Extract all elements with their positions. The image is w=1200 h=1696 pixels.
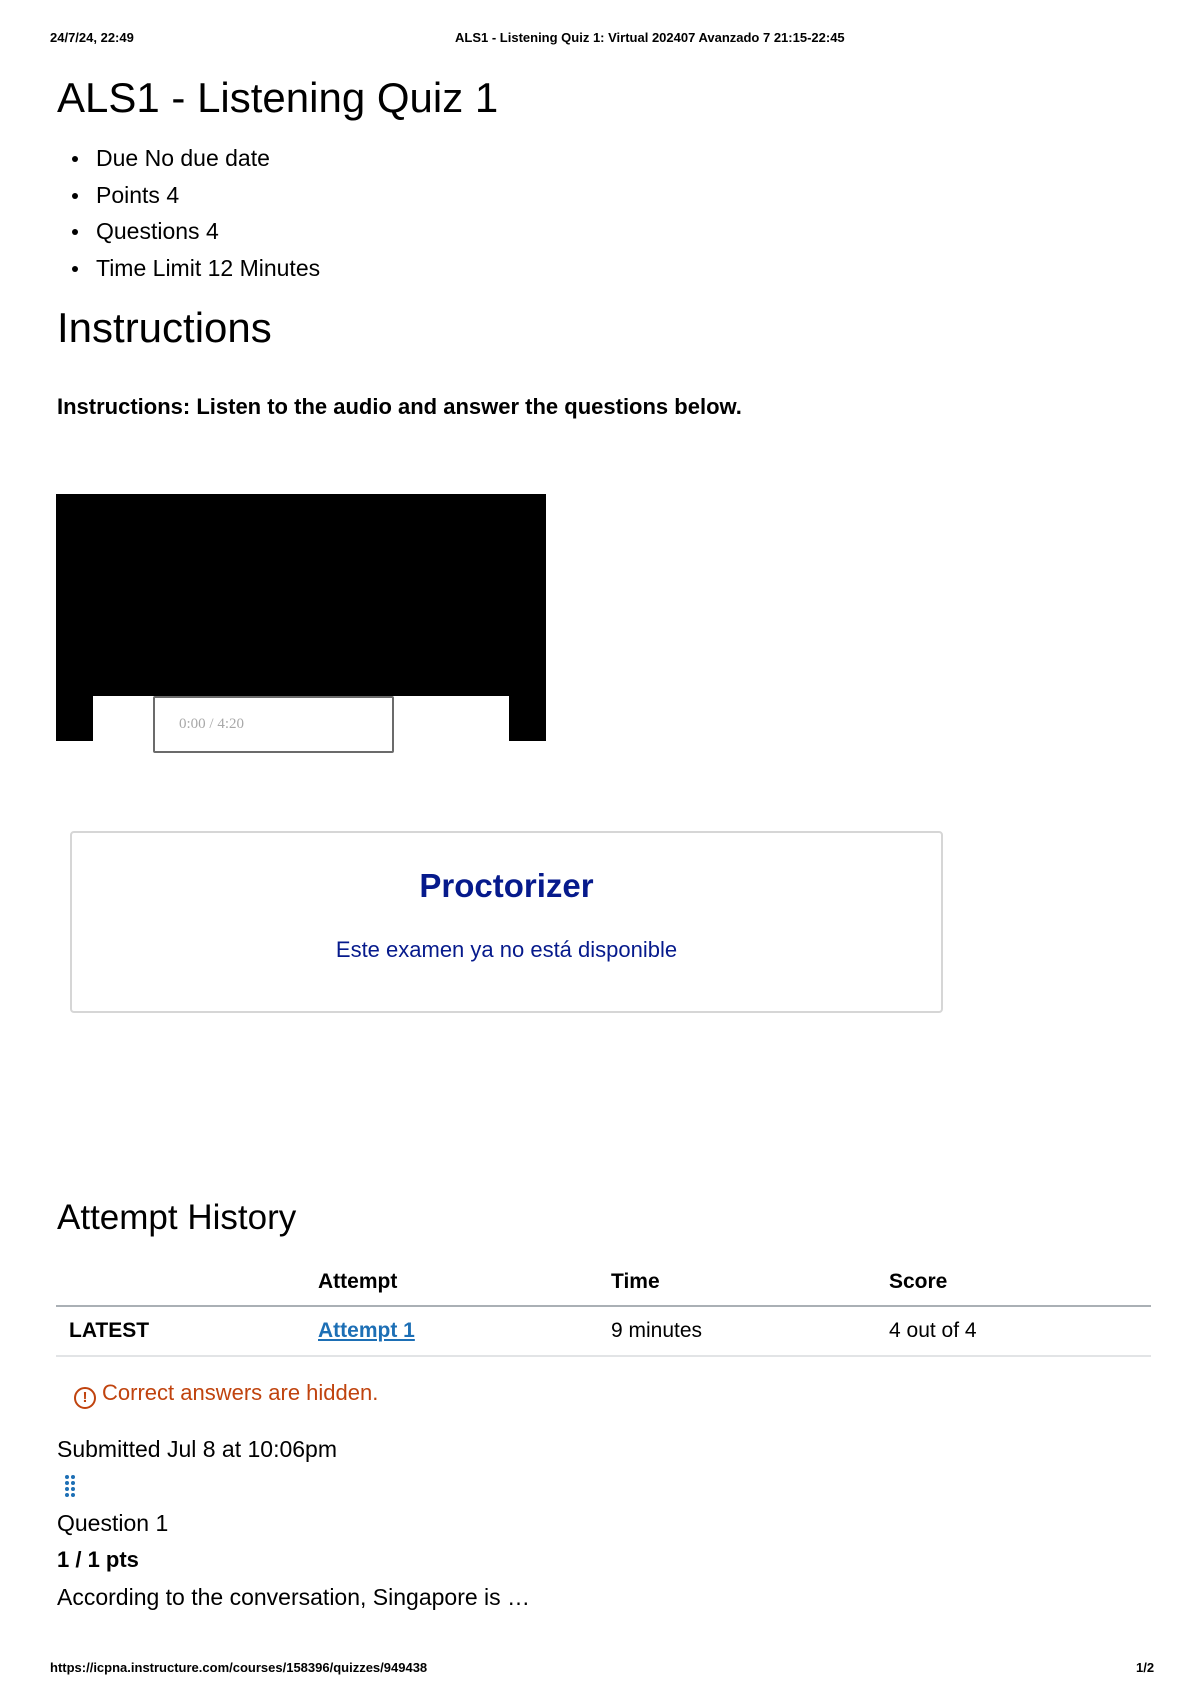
instructions-heading: Instructions	[57, 304, 272, 351]
questions-item: Questions 4	[72, 216, 320, 253]
attempt-1-link[interactable]: Attempt 1	[318, 1319, 415, 1342]
table-header-row	[56, 1258, 1151, 1306]
attempt-time: 9 minutes	[611, 1306, 889, 1356]
audio-player[interactable]	[56, 494, 546, 741]
print-url: https://icpna.instructure.com/courses/158396/quizzes/949438	[50, 1660, 428, 1675]
instructions-text: Instructions: Listen to the audio and answer the questions below.	[57, 394, 742, 419]
media-controls[interactable]	[153, 696, 394, 753]
print-datetime: 24/7/24, 22:49	[50, 30, 134, 45]
print-page-number: 1/2	[1136, 1660, 1155, 1675]
print-footer	[0, 1660, 1200, 1680]
question-text: According to the conversation, Singapore is …	[57, 1584, 531, 1610]
proctorizer-message: Este examen ya no está disponible	[335, 937, 678, 962]
proctorizer-title: Proctorizer	[419, 867, 594, 904]
question-points: 1 / 1 pts	[57, 1547, 139, 1572]
attempt-cell	[318, 1306, 611, 1356]
table-row	[56, 1306, 1151, 1356]
warning-circle-icon: !	[74, 1387, 96, 1409]
column-header-label	[56, 1258, 318, 1306]
proctorizer-panel	[70, 831, 943, 1013]
time-limit-item: Time Limit 12 Minutes	[72, 253, 320, 290]
submission-timestamp: Submitted Jul 8 at 10:06pm	[57, 1436, 337, 1462]
attempt-history-heading: Attempt History	[57, 1198, 297, 1237]
media-viewport[interactable]	[56, 494, 546, 696]
points-item: Points 4	[72, 180, 320, 217]
media-frame-right	[509, 696, 546, 741]
attempt-history-table	[56, 1258, 1151, 1357]
question-label: Question 1	[57, 1510, 169, 1536]
column-header-attempt: Attempt	[318, 1258, 611, 1306]
column-header-time: Time	[611, 1258, 889, 1306]
due-date-item: Due No due date	[72, 143, 320, 180]
answers-hidden-text: Correct answers are hidden.	[102, 1380, 379, 1405]
drag-handle-icon[interactable]	[64, 1474, 76, 1498]
column-header-score: Score	[889, 1258, 1151, 1306]
media-time-display: 0:00 / 4:20	[179, 716, 245, 732]
quiz-details-list	[72, 143, 320, 289]
page-title: ALS1 - Listening Quiz 1	[57, 74, 499, 121]
print-header	[0, 30, 1200, 50]
print-document-title: ALS1 - Listening Quiz 1: Virtual 202407 Avanzado 7 21:15-22:45	[455, 30, 845, 45]
answers-hidden-notice	[74, 1380, 378, 1409]
attempt-row-label: LATEST	[56, 1306, 318, 1356]
attempt-score: 4 out of 4	[889, 1306, 1151, 1356]
media-frame-left	[56, 696, 93, 741]
